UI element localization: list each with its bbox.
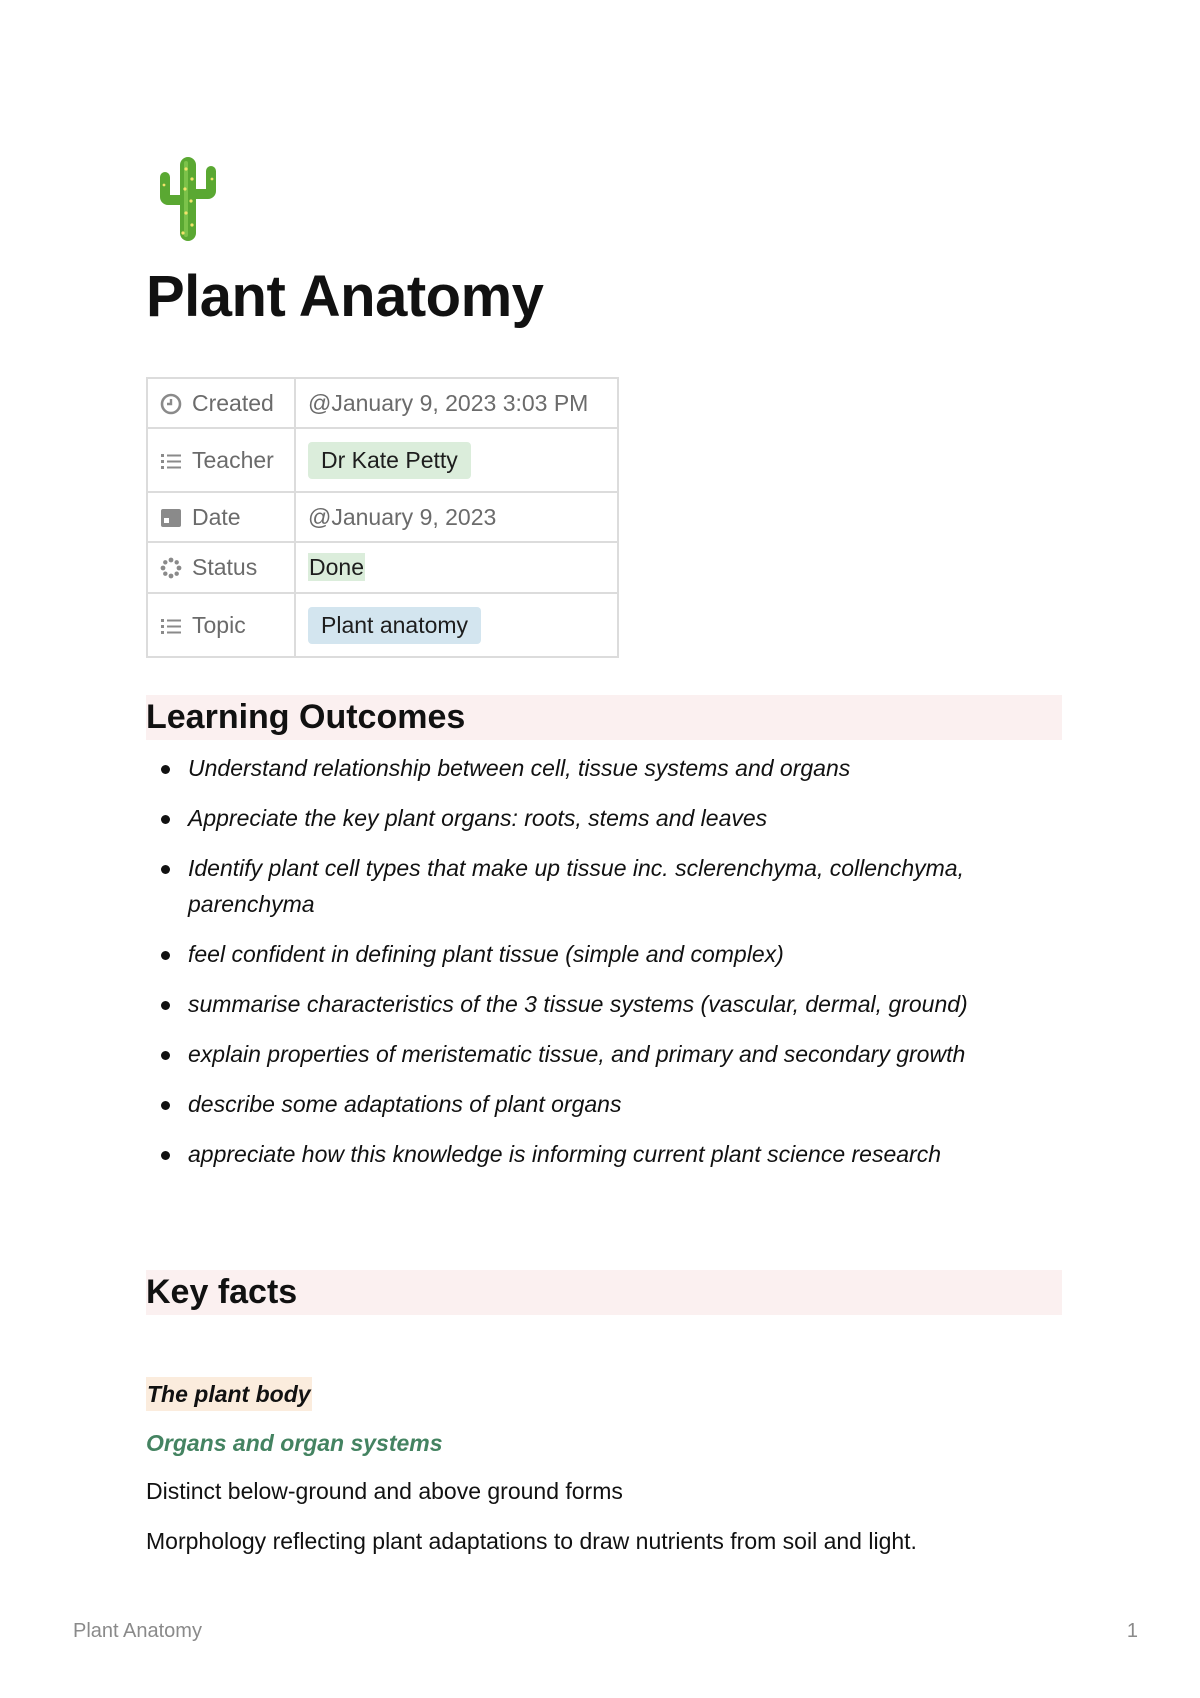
property-row-status xyxy=(147,542,618,593)
property-key xyxy=(147,492,295,542)
learning-outcomes-list xyxy=(146,750,1046,1186)
list-icon xyxy=(160,615,182,637)
page-title: Plant Anatomy xyxy=(146,264,544,329)
list-item: Understand relationship between cell, tissue systems and organs xyxy=(146,750,1046,786)
calendar-icon xyxy=(160,507,182,529)
plant-body-subheading: The plant body xyxy=(146,1377,312,1411)
property-label: Status xyxy=(192,554,258,580)
property-row-topic xyxy=(147,593,618,657)
page-number: 1 xyxy=(1126,1620,1138,1642)
list-icon xyxy=(160,450,182,472)
property-row-date xyxy=(147,492,618,542)
property-label: Topic xyxy=(192,611,246,638)
property-label: Date xyxy=(192,503,241,530)
footer-title: Plant Anatomy xyxy=(73,1620,202,1642)
list-item: summarise characteristics of the 3 tissue systems (vascular, dermal, ground) xyxy=(146,986,1046,1022)
properties-table xyxy=(146,377,619,658)
status-badge[interactable]: Done xyxy=(309,554,364,580)
paragraph: Morphology reflecting plant adaptations to draw nutrients from soil and light. xyxy=(146,1528,917,1554)
property-key xyxy=(147,378,295,428)
list-item: appreciate how this knowledge is informing current plant science research xyxy=(146,1136,1046,1172)
clock-icon xyxy=(160,393,182,415)
teacher-tag[interactable]: Dr Kate Petty xyxy=(308,442,471,479)
property-key xyxy=(147,593,295,657)
property-label: Teacher xyxy=(192,446,274,473)
property-value[interactable] xyxy=(295,428,618,492)
property-key xyxy=(147,542,295,593)
heading-text: Learning Outcomes xyxy=(146,698,466,736)
heading-text: Key facts xyxy=(146,1273,298,1311)
learning-outcomes-heading xyxy=(146,695,1062,740)
status-icon xyxy=(160,557,182,579)
property-key xyxy=(147,428,295,492)
property-row-teacher xyxy=(147,428,618,492)
property-value[interactable]: @January 9, 2023 3:03 PM xyxy=(295,378,618,428)
organs-subheading: Organs and organ systems xyxy=(146,1430,443,1456)
key-facts-heading xyxy=(146,1270,1062,1315)
property-label: Created xyxy=(192,389,274,416)
list-item: feel confident in defining plant tissue (simple and complex) xyxy=(146,936,1046,972)
list-item: Identify plant cell types that make up tissue inc. sclerenchyma, collenchyma, parenchyma xyxy=(146,850,1046,922)
paragraph: Distinct below-ground and above ground forms xyxy=(146,1478,623,1504)
topic-tag[interactable]: Plant anatomy xyxy=(308,607,481,644)
cactus-icon[interactable] xyxy=(156,155,220,243)
property-value[interactable] xyxy=(295,542,618,593)
list-item: describe some adaptations of plant organs xyxy=(146,1086,1046,1122)
property-row-created xyxy=(147,378,618,428)
list-item: explain properties of meristematic tissue, and primary and secondary growth xyxy=(146,1036,1046,1072)
property-value[interactable] xyxy=(295,593,618,657)
list-item: Appreciate the key plant organs: roots, stems and leaves xyxy=(146,800,1046,836)
property-value[interactable]: @January 9, 2023 xyxy=(295,492,618,542)
